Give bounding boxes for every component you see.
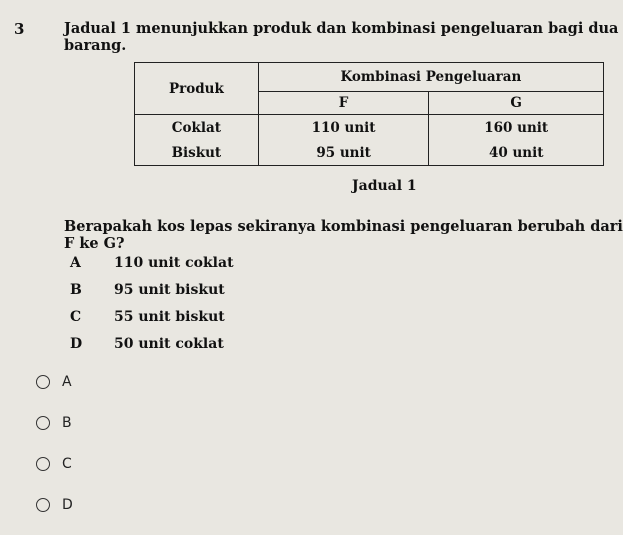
question-text: Jadual 1 menunjukkan produk dan kombinasi pengeluaran bagi dua barang. — [64, 20, 619, 54]
answer-label[interactable]: B — [62, 415, 72, 431]
table-caption: Jadual 1 — [352, 178, 417, 194]
option-c — [70, 309, 225, 325]
header-product: Produk — [135, 63, 259, 115]
answer-label[interactable]: C — [62, 456, 72, 472]
radio-button[interactable] — [36, 416, 50, 430]
header-combination: Kombinasi Pengeluaran — [258, 63, 603, 92]
option-a — [70, 255, 234, 271]
row-f-value: 95 unit — [258, 141, 429, 166]
header-g: G — [429, 92, 604, 115]
answer-choice-a[interactable] — [36, 374, 72, 390]
row-f-value: 110 unit — [258, 115, 429, 142]
answer-label[interactable]: D — [62, 497, 73, 513]
option-b — [70, 282, 225, 298]
question-prompt: Berapakah kos lepas sekiranya kombinasi pengeluaran berubah dari F ke G? — [64, 218, 623, 252]
row-product: Coklat — [135, 115, 259, 142]
radio-button[interactable] — [36, 375, 50, 389]
option-letter: B — [70, 282, 82, 298]
option-letter: D — [70, 336, 83, 352]
question-number: 3 — [14, 20, 25, 38]
option-d — [70, 336, 224, 352]
table-row — [135, 141, 604, 166]
header-f: F — [258, 92, 429, 115]
answer-choice-b[interactable] — [36, 415, 72, 431]
option-text: 50 unit coklat — [114, 336, 224, 352]
production-table — [134, 62, 604, 166]
option-text: 110 unit coklat — [114, 255, 234, 271]
answer-choice-d[interactable] — [36, 497, 73, 513]
answer-choice-c[interactable] — [36, 456, 72, 472]
row-product: Biskut — [135, 141, 259, 166]
option-text: 55 unit biskut — [114, 309, 225, 325]
radio-button[interactable] — [36, 498, 50, 512]
row-g-value: 40 unit — [429, 141, 604, 166]
option-text: 95 unit biskut — [114, 282, 225, 298]
option-letter: C — [70, 309, 82, 325]
radio-button[interactable] — [36, 457, 50, 471]
option-letter: A — [70, 255, 81, 271]
table-row — [135, 115, 604, 142]
answer-label[interactable]: A — [62, 374, 72, 390]
row-g-value: 160 unit — [429, 115, 604, 142]
